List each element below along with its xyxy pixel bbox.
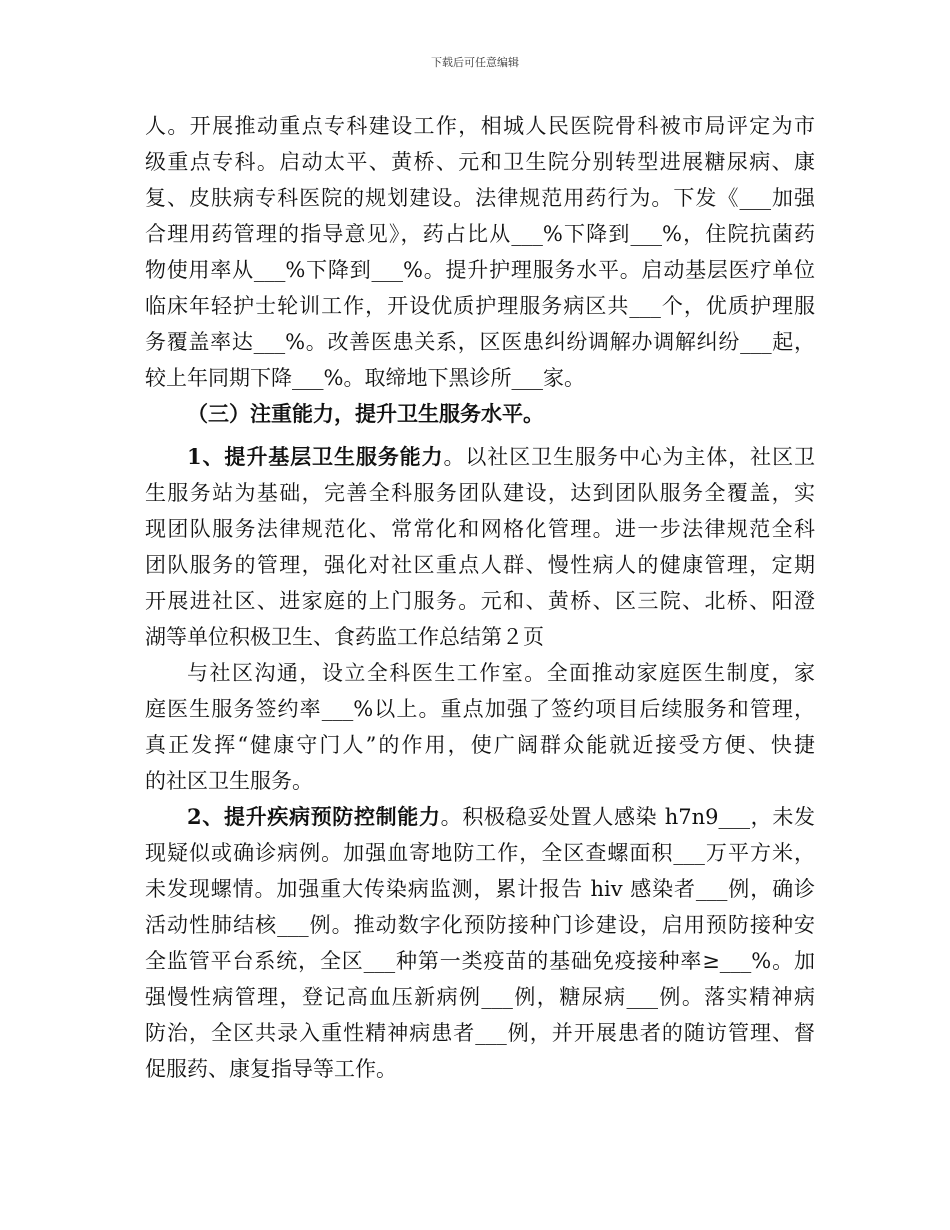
text-line	[145, 551, 815, 579]
line-text: 合理用药管理的指导意见》，药占比从___%下降到___%，住院抗菌药	[145, 222, 815, 246]
line-text: 级重点专科。启动太平、黄桥、元和卫生院分别转型进展糖尿病、康	[145, 150, 815, 174]
line-text: 。积极稳妥处置人感染 h7n9___，未发	[440, 805, 815, 829]
text-line	[145, 112, 815, 140]
line-text: 强慢性病管理，登记高血压新病例___例，糖尿病___例。落实精神病	[145, 985, 815, 1009]
line-text: 团队服务的管理，强化对社区重点人群、慢性病人的健康管理，定期	[145, 553, 815, 577]
line-text: 全监管平台系统，全区___种第一类疫苗的基础免疫接种率≥___%。加	[145, 949, 815, 973]
text-line	[187, 659, 815, 687]
line-text: 物使用率从___%下降到___%。提升护理服务水平。启动基层医疗单位	[145, 258, 815, 282]
text-line	[187, 400, 815, 428]
line-text: 。以社区卫生服务中心为主体，社区卫	[443, 445, 815, 469]
text-line	[145, 911, 815, 939]
line-text: 防治，全区共录入重性精神病患者___例，并开展患者的随访管理、督	[145, 1021, 815, 1045]
text-line	[145, 587, 815, 615]
bold-heading: 1、提升基层卫生服务能力	[187, 444, 444, 469]
text-line	[145, 220, 815, 248]
text-line	[145, 623, 815, 651]
line-text: 活动性肺结核___例。推动数字化预防接种门诊建设，启用预防接种安	[145, 913, 815, 937]
text-line	[145, 515, 815, 543]
line-text: 务覆盖率达___%。改善医患关系，区医患纠纷调解办调解纠纷___起，	[145, 330, 815, 354]
text-line	[145, 364, 815, 392]
text-line	[145, 983, 815, 1011]
line-text: 与社区沟通，设立全科医生工作室。全面推动家庭医生制度，家	[187, 661, 815, 685]
text-line	[145, 695, 815, 723]
text-line	[187, 803, 815, 831]
line-text: 现疑似或确诊病例。加强血寄地防工作，全区查螺面积___万平方米，	[145, 841, 815, 865]
bold-heading: （三）注重能力，提升卫生服务水平。	[187, 401, 544, 426]
text-line	[145, 256, 815, 284]
text-line	[145, 875, 815, 903]
line-text: 复、皮肤病专科医院的规划建设。法律规范用药行为。下发《___加强	[145, 186, 815, 210]
text-line	[145, 1019, 815, 1047]
text-line	[145, 292, 815, 320]
text-line	[145, 731, 815, 759]
line-text: 临床年轻护士轮训工作，开设优质护理服务病区共___个，优质护理服	[145, 294, 815, 318]
line-text: 湖等单位积极卫生、食药监工作总结第２页	[145, 625, 544, 649]
text-line	[187, 443, 815, 471]
line-text: 开展进社区、进家庭的上门服务。元和、黄桥、区三院、北桥、阳澄	[145, 589, 815, 613]
line-text: 庭医生服务签约率___%以上。重点加强了签约项目后续服务和管理，	[145, 697, 815, 721]
line-text: 人。开展推动重点专科建设工作，相城人民医院骨科被市局评定为市	[145, 114, 815, 138]
page-header: 下载后可任意编辑	[431, 56, 519, 69]
line-text: 未发现螺情。加强重大传染病监测，累计报告 hiv 感染者___例，确诊	[145, 877, 815, 901]
line-text: 现团队服务法律规范化、常常化和网格化管理。进一步法律规范全科	[145, 517, 815, 541]
text-line	[145, 947, 815, 975]
text-line	[145, 479, 815, 507]
line-text: 真正发挥“健康守门人”的作用，使广阔群众能就近接受方便、快捷	[145, 733, 815, 757]
text-line	[145, 184, 815, 212]
text-line	[145, 839, 815, 867]
text-line	[145, 328, 815, 356]
bold-heading: 2、提升疾病预防控制能力	[187, 804, 441, 829]
text-line	[145, 767, 815, 795]
line-text: 较上年同期下降___%。取缔地下黑诊所___家。	[145, 366, 585, 390]
line-text: 生服务站为基础，完善全科服务团队建设，达到团队服务全覆盖，实	[145, 481, 815, 505]
line-text: 促服药、康复指导等工作。	[145, 1057, 397, 1081]
text-line	[145, 1055, 815, 1083]
text-line	[145, 148, 815, 176]
line-text: 的社区卫生服务。	[145, 769, 313, 793]
